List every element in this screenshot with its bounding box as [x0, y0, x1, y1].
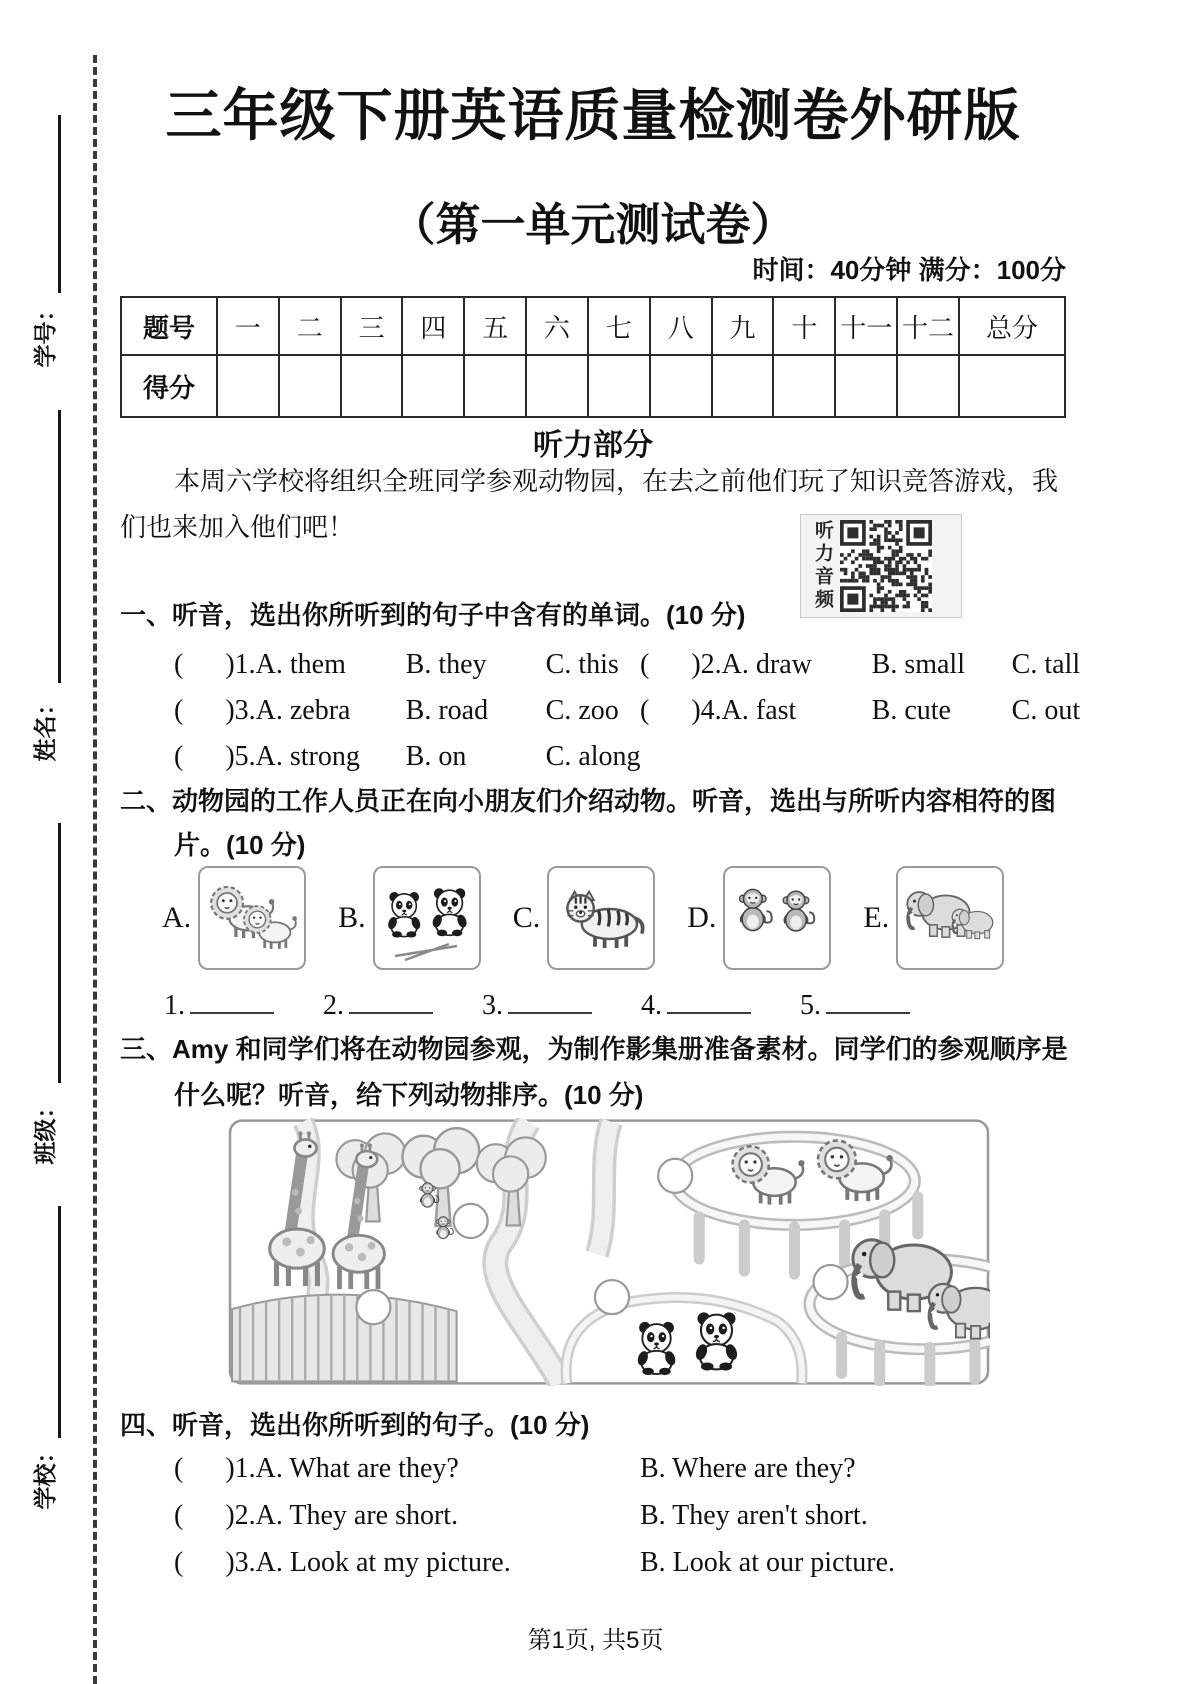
- score-cell: [588, 355, 650, 417]
- option-b: B. They aren't short.: [640, 1500, 868, 1531]
- animal-image-box: [198, 866, 306, 970]
- order-circle-lions: [658, 1159, 692, 1193]
- picture-options-row: [120, 866, 1066, 970]
- option-label: A.: [162, 901, 192, 934]
- col-header-total: 总分: [959, 297, 1065, 355]
- picture-option-e: [863, 866, 1004, 970]
- score-cell: [279, 355, 341, 417]
- answer-paren: ( )5.: [174, 741, 256, 772]
- option-a: A. strong: [255, 741, 360, 772]
- blank-number: 4.: [641, 990, 662, 1021]
- option-b: B. on: [405, 741, 467, 772]
- answer-paren: ( )1.: [174, 649, 256, 680]
- question-group-2: [640, 648, 1106, 682]
- blank-number: 3.: [482, 990, 503, 1021]
- blank-underline: [667, 986, 751, 1014]
- score-cell: [712, 355, 774, 417]
- page-footer: 第1页, 共5页: [527, 1627, 664, 1654]
- blank-number: 5.: [800, 990, 821, 1021]
- margin-label-school: 学校：: [32, 1440, 58, 1510]
- score-cell: [341, 355, 403, 417]
- option-label: E.: [863, 901, 890, 934]
- col-header: 七: [588, 297, 650, 355]
- margin-label-name: 姓名：: [32, 692, 58, 762]
- school-write-line: [58, 1206, 61, 1438]
- audio-qr-label: 听力音频: [812, 520, 833, 612]
- section1-row1: [120, 648, 1081, 682]
- blank-number: 2.: [323, 990, 344, 1021]
- answer-paren: ( )3.: [174, 695, 256, 726]
- tiger-image-icon: [553, 872, 649, 964]
- score-cell: [464, 355, 526, 417]
- answer-blanks-row: [120, 986, 1066, 1022]
- exam-title: 三年级下册英语质量检测卷外研版: [165, 84, 1021, 147]
- answer-paren: ( )3.: [174, 1547, 256, 1578]
- col-header: 九: [712, 297, 774, 355]
- col-header: 六: [526, 297, 588, 355]
- option-c: C. tall: [1011, 649, 1081, 680]
- option-a: A. They are short.: [255, 1500, 459, 1531]
- answer-blank-1: [164, 986, 274, 1022]
- option-a: A. zebra: [255, 695, 351, 726]
- pandas-image-icon: [379, 872, 475, 964]
- answer-blank-5: [800, 986, 910, 1022]
- option-label: D.: [687, 901, 717, 934]
- answer-paren: ( )2.: [640, 649, 722, 680]
- listening-part-title: 听力部分: [533, 429, 653, 462]
- answer-blank-2: [323, 986, 433, 1022]
- option-c: C. along: [545, 741, 641, 772]
- score-cell: [217, 355, 279, 417]
- picture-option-b: [338, 866, 481, 970]
- score-cell: [650, 355, 712, 417]
- picture-option-a: [162, 866, 306, 970]
- time-score-info: 时间：40分钟 满分：100分: [752, 255, 1066, 285]
- blank-underline: [508, 986, 592, 1014]
- section3-heading-line2: 什么呢？听音，给下列动物排序。(10 分): [174, 1080, 644, 1110]
- col-header: 四: [402, 297, 464, 355]
- section2-heading-line2: 片。(10 分): [174, 830, 306, 860]
- picture-option-c: [513, 866, 656, 970]
- exam-subtitle: （第一单元测试卷）: [390, 199, 796, 250]
- section3-heading-line1: 三、Amy 和同学们将在动物园参观，为制作影集册准备素材。同学们的参观顺序是: [120, 1034, 1068, 1064]
- student-id-write-line: [58, 115, 61, 293]
- score-row: [121, 355, 1065, 417]
- order-circle-monkeys: [454, 1204, 488, 1238]
- question-group-5: [174, 740, 640, 774]
- row-label: 得分: [121, 355, 217, 417]
- animal-image-box: [547, 866, 655, 970]
- name-write-line: [58, 410, 61, 683]
- option-b: B. Where are they?: [640, 1453, 856, 1484]
- section1-heading: 一、听音，选出你所听到的句子中含有的单词。(10 分): [120, 600, 746, 630]
- option-label: C.: [512, 901, 541, 934]
- blank-underline: [190, 986, 274, 1014]
- option-b: B. cute: [871, 695, 951, 726]
- question-group: [174, 1452, 640, 1486]
- question-group: [174, 1499, 640, 1533]
- answer-paren: ( )1.: [174, 1453, 256, 1484]
- score-cell-total: [959, 355, 1065, 417]
- blank-number: 1.: [164, 990, 185, 1021]
- answer-paren: ( )2.: [174, 1500, 256, 1531]
- class-write-line: [58, 823, 61, 1083]
- col-header: 五: [464, 297, 526, 355]
- option-a: A. Look at my picture.: [255, 1547, 511, 1578]
- order-circle-giraffes: [356, 1290, 390, 1324]
- section1-row3: [120, 740, 1070, 774]
- row-label: 题号: [121, 297, 217, 355]
- zoo-map-illustration: [228, 1118, 990, 1386]
- elephants-image-icon: [902, 872, 998, 964]
- section2-heading-line1: 二、动物园的工作人员正在向小朋友们介绍动物。听音，选出与所听内容相符的图: [120, 786, 1057, 816]
- option-c: C. zoo: [545, 695, 619, 726]
- score-table: [120, 296, 1066, 418]
- option-a: A. draw: [721, 649, 812, 680]
- col-header: 八: [650, 297, 712, 355]
- answer-blank-4: [641, 986, 751, 1022]
- col-header: 一: [217, 297, 279, 355]
- col-header: 十二: [897, 297, 959, 355]
- order-circle-elephants: [814, 1265, 848, 1299]
- section4-row3: [120, 1546, 1070, 1580]
- question-group-3: [174, 694, 640, 728]
- lions-image-icon: [204, 872, 300, 964]
- blank-underline: [349, 986, 433, 1014]
- binding-dashed-line: [93, 55, 97, 1684]
- score-cell: [835, 355, 897, 417]
- question-group: [174, 1546, 640, 1580]
- col-header: 十: [773, 297, 835, 355]
- score-cell: [773, 355, 835, 417]
- col-header: 十一: [835, 297, 897, 355]
- question-group-1: [174, 648, 640, 682]
- option-label: B.: [338, 901, 366, 934]
- col-header: 二: [279, 297, 341, 355]
- question-number-row: [121, 297, 1065, 355]
- order-circle-pandas: [595, 1280, 629, 1314]
- score-cell: [897, 355, 959, 417]
- option-b: B. they: [405, 649, 487, 680]
- option-c: C. this: [545, 649, 619, 680]
- animal-image-box: [373, 866, 481, 970]
- score-cell: [402, 355, 464, 417]
- option-c: C. out: [1011, 695, 1081, 726]
- zoo-map: [228, 1118, 990, 1386]
- option-b: B. Look at our picture.: [640, 1547, 896, 1578]
- option-a: A. fast: [721, 695, 797, 726]
- option-a: A. them: [255, 649, 346, 680]
- section4-heading: 四、听音，选出你所听到的句子。(10 分): [120, 1410, 590, 1440]
- margin-label-class: 班级：: [32, 1095, 58, 1165]
- picture-option-d: [687, 866, 831, 970]
- monkeys-image-icon: [729, 872, 825, 964]
- option-b: B. road: [405, 695, 489, 726]
- answer-blank-3: [482, 986, 592, 1022]
- option-a: A. What are they?: [255, 1453, 459, 1484]
- section1-row2: [120, 694, 1081, 728]
- intro-text-line1: 本周六学校将组织全班同学参观动物园，在去之前他们玩了知识竞答游戏，我: [174, 466, 1059, 496]
- col-header: 三: [341, 297, 403, 355]
- margin-label-student-id: 学号：: [32, 298, 58, 368]
- option-b: B. small: [871, 649, 965, 680]
- blank-underline: [826, 986, 910, 1014]
- section4-row2: [120, 1499, 1070, 1533]
- answer-paren: ( )4.: [640, 695, 722, 726]
- animal-image-box: [896, 866, 1004, 970]
- animal-image-box: [723, 866, 831, 970]
- question-group-4: [640, 694, 1106, 728]
- score-cell: [526, 355, 588, 417]
- intro-text-line2: 们也来加入他们吧！: [120, 512, 355, 542]
- section4-row1: [120, 1452, 1070, 1486]
